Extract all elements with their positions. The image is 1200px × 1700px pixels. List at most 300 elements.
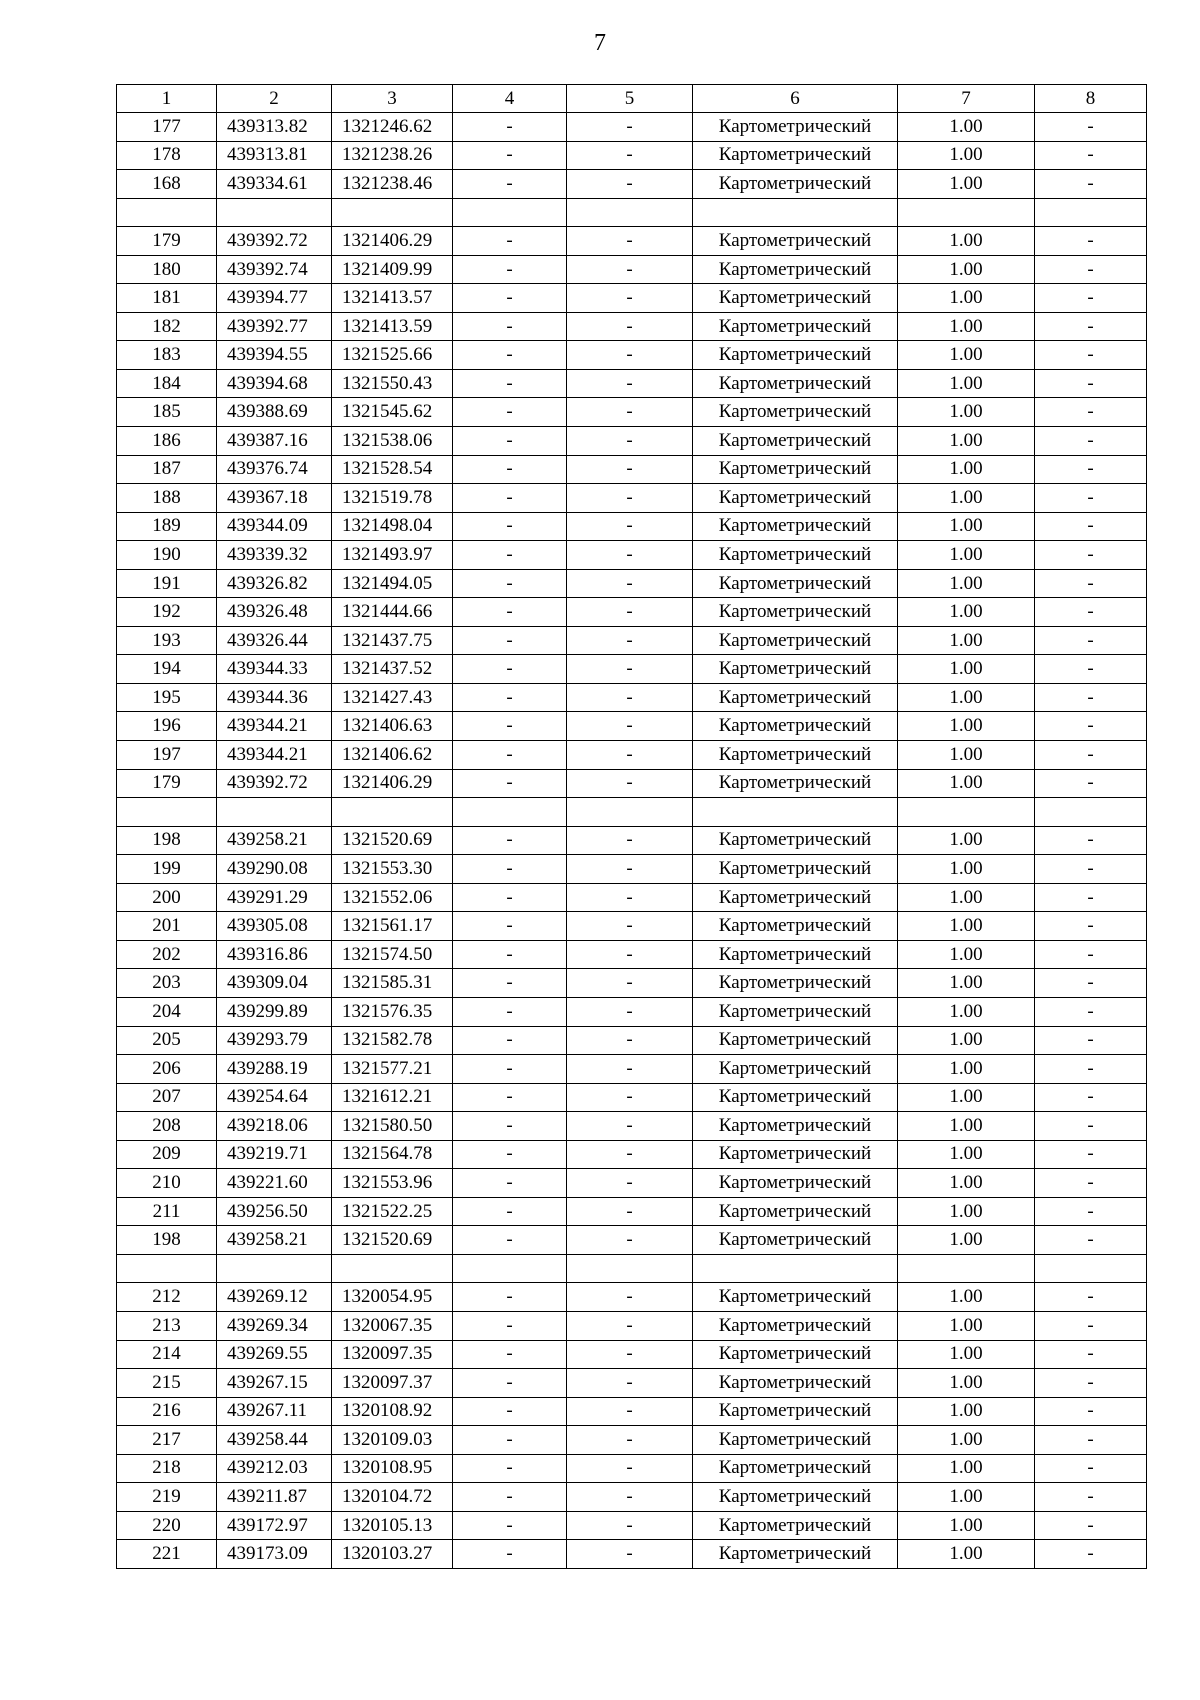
accuracy-cell: 1.00 — [898, 1369, 1035, 1398]
col-4-cell: - — [453, 741, 567, 770]
accuracy-cell: 1.00 — [898, 883, 1035, 912]
table-row — [117, 1369, 1147, 1398]
table-row — [117, 1454, 1147, 1483]
col-4-cell: - — [453, 997, 567, 1026]
table-row — [117, 1340, 1147, 1369]
accuracy-cell: 1.00 — [898, 113, 1035, 142]
method-cell: Картометрический — [693, 598, 898, 627]
method-cell: Картометрический — [693, 1511, 898, 1540]
col-5-cell: - — [567, 1197, 693, 1226]
method-cell: Картометрический — [693, 541, 898, 570]
accuracy-cell: 1.00 — [898, 769, 1035, 798]
x-coordinate-cell: 439299.89 — [217, 997, 332, 1026]
point-number-cell: 215 — [117, 1369, 217, 1398]
method-cell: Картометрический — [693, 113, 898, 142]
accuracy-cell: 1.00 — [898, 170, 1035, 199]
table-row — [117, 255, 1147, 284]
accuracy-cell: 1.00 — [898, 969, 1035, 998]
y-coordinate-cell: 1320103.27 — [332, 1540, 453, 1569]
y-coordinate-cell: 1321238.46 — [332, 170, 453, 199]
table-row — [117, 1254, 1147, 1283]
table-row — [117, 1112, 1147, 1141]
method-cell: Картометрический — [693, 741, 898, 770]
table-row — [117, 1540, 1147, 1569]
col-5-cell: - — [567, 655, 693, 684]
table-row — [117, 141, 1147, 170]
table-row — [117, 826, 1147, 855]
point-number-cell: 193 — [117, 626, 217, 655]
point-number-cell: 218 — [117, 1454, 217, 1483]
method-cell: Картометрический — [693, 569, 898, 598]
header-col-4: 4 — [453, 85, 567, 113]
col-4-cell: - — [453, 170, 567, 199]
col-5-cell: - — [567, 1140, 693, 1169]
col-4-cell: - — [453, 626, 567, 655]
table-row — [117, 912, 1147, 941]
header-col-8: 8 — [1035, 85, 1147, 113]
accuracy-cell: 1.00 — [898, 855, 1035, 884]
accuracy-cell: 1.00 — [898, 1483, 1035, 1512]
col-8-cell: - — [1035, 1511, 1147, 1540]
table-row — [117, 541, 1147, 570]
accuracy-cell: 1.00 — [898, 1083, 1035, 1112]
method-cell: Картометрический — [693, 1283, 898, 1312]
col-5-cell: - — [567, 940, 693, 969]
col-8-cell: - — [1035, 912, 1147, 941]
y-coordinate-cell: 1321520.69 — [332, 1226, 453, 1255]
table-row — [117, 626, 1147, 655]
x-coordinate-cell — [217, 1254, 332, 1283]
accuracy-cell: 1.00 — [898, 655, 1035, 684]
col-5-cell: - — [567, 113, 693, 142]
accuracy-cell: 1.00 — [898, 541, 1035, 570]
col-8-cell: - — [1035, 1226, 1147, 1255]
point-number-cell: 191 — [117, 569, 217, 598]
x-coordinate-cell: 439218.06 — [217, 1112, 332, 1141]
y-coordinate-cell: 1321545.62 — [332, 398, 453, 427]
accuracy-cell: 1.00 — [898, 312, 1035, 341]
col-5-cell: - — [567, 569, 693, 598]
method-cell: Картометрический — [693, 940, 898, 969]
x-coordinate-cell: 439258.44 — [217, 1426, 332, 1455]
x-coordinate-cell: 439291.29 — [217, 883, 332, 912]
x-coordinate-cell: 439172.97 — [217, 1511, 332, 1540]
col-5-cell: - — [567, 170, 693, 199]
col-5-cell: - — [567, 284, 693, 313]
accuracy-cell: 1.00 — [898, 1026, 1035, 1055]
x-coordinate-cell: 439316.86 — [217, 940, 332, 969]
x-coordinate-cell: 439212.03 — [217, 1454, 332, 1483]
col-4-cell: - — [453, 541, 567, 570]
col-5-cell: - — [567, 1426, 693, 1455]
method-cell: Картометрический — [693, 1340, 898, 1369]
col-8-cell: - — [1035, 1426, 1147, 1455]
table-row — [117, 1483, 1147, 1512]
y-coordinate-cell: 1321582.78 — [332, 1026, 453, 1055]
table-row — [117, 997, 1147, 1026]
x-coordinate-cell: 439394.55 — [217, 341, 332, 370]
col-4-cell — [453, 198, 567, 227]
y-coordinate-cell: 1321553.30 — [332, 855, 453, 884]
col-5-cell: - — [567, 1055, 693, 1084]
col-5-cell: - — [567, 883, 693, 912]
accuracy-cell: 1.00 — [898, 741, 1035, 770]
col-4-cell: - — [453, 855, 567, 884]
accuracy-cell: 1.00 — [898, 1140, 1035, 1169]
y-coordinate-cell: 1321437.52 — [332, 655, 453, 684]
x-coordinate-cell: 439339.32 — [217, 541, 332, 570]
col-8-cell: - — [1035, 512, 1147, 541]
x-coordinate-cell: 439334.61 — [217, 170, 332, 199]
col-4-cell: - — [453, 312, 567, 341]
table-row — [117, 683, 1147, 712]
col-4-cell: - — [453, 1112, 567, 1141]
col-4-cell: - — [453, 1483, 567, 1512]
y-coordinate-cell: 1321498.04 — [332, 512, 453, 541]
col-8-cell: - — [1035, 826, 1147, 855]
col-4-cell: - — [453, 1083, 567, 1112]
point-number-cell — [117, 1254, 217, 1283]
col-5-cell: - — [567, 997, 693, 1026]
col-5-cell: - — [567, 912, 693, 941]
x-coordinate-cell: 439344.33 — [217, 655, 332, 684]
col-4-cell: - — [453, 455, 567, 484]
point-number-cell: 204 — [117, 997, 217, 1026]
col-4-cell: - — [453, 369, 567, 398]
accuracy-cell: 1.00 — [898, 427, 1035, 456]
x-coordinate-cell: 439173.09 — [217, 1540, 332, 1569]
col-5-cell: - — [567, 769, 693, 798]
x-coordinate-cell: 439219.71 — [217, 1140, 332, 1169]
table-row — [117, 284, 1147, 313]
col-4-cell: - — [453, 398, 567, 427]
point-number-cell: 187 — [117, 455, 217, 484]
point-number-cell — [117, 198, 217, 227]
col-4-cell — [453, 1254, 567, 1283]
method-cell: Картометрический — [693, 1083, 898, 1112]
col-8-cell: - — [1035, 312, 1147, 341]
col-4-cell: - — [453, 341, 567, 370]
header-col-7: 7 — [898, 85, 1035, 113]
method-cell: Картометрический — [693, 341, 898, 370]
x-coordinate-cell: 439288.19 — [217, 1055, 332, 1084]
header-col-2: 2 — [217, 85, 332, 113]
col-4-cell: - — [453, 141, 567, 170]
col-4-cell: - — [453, 569, 567, 598]
col-5-cell: - — [567, 1483, 693, 1512]
x-coordinate-cell: 439293.79 — [217, 1026, 332, 1055]
method-cell: Картометрический — [693, 484, 898, 513]
col-8-cell: - — [1035, 1483, 1147, 1512]
method-cell: Картометрический — [693, 997, 898, 1026]
point-number-cell: 168 — [117, 170, 217, 199]
col-5-cell — [567, 198, 693, 227]
accuracy-cell: 1.00 — [898, 1169, 1035, 1198]
col-8-cell: - — [1035, 1083, 1147, 1112]
point-number-cell: 216 — [117, 1397, 217, 1426]
table-row — [117, 484, 1147, 513]
x-coordinate-cell: 439392.72 — [217, 227, 332, 256]
col-4-cell: - — [453, 1283, 567, 1312]
col-5-cell: - — [567, 683, 693, 712]
method-cell: Картометрический — [693, 1197, 898, 1226]
y-coordinate-cell: 1321538.06 — [332, 427, 453, 456]
point-number-cell: 190 — [117, 541, 217, 570]
col-5-cell: - — [567, 512, 693, 541]
table-row — [117, 369, 1147, 398]
table-row — [117, 1169, 1147, 1198]
y-coordinate-cell: 1321413.57 — [332, 284, 453, 313]
point-number-cell: 188 — [117, 484, 217, 513]
col-8-cell: - — [1035, 227, 1147, 256]
col-5-cell: - — [567, 969, 693, 998]
y-coordinate-cell: 1321493.97 — [332, 541, 453, 570]
point-number-cell: 212 — [117, 1283, 217, 1312]
col-5-cell: - — [567, 855, 693, 884]
x-coordinate-cell: 439344.21 — [217, 712, 332, 741]
col-4-cell: - — [453, 484, 567, 513]
table-row — [117, 798, 1147, 827]
accuracy-cell: 1.00 — [898, 341, 1035, 370]
col-8-cell — [1035, 1254, 1147, 1283]
point-number-cell: 179 — [117, 227, 217, 256]
method-cell: Картометрический — [693, 712, 898, 741]
col-8-cell: - — [1035, 1197, 1147, 1226]
col-5-cell: - — [567, 455, 693, 484]
y-coordinate-cell: 1321564.78 — [332, 1140, 453, 1169]
col-8-cell: - — [1035, 1311, 1147, 1340]
point-number-cell: 198 — [117, 826, 217, 855]
col-5-cell: - — [567, 1369, 693, 1398]
x-coordinate-cell: 439221.60 — [217, 1169, 332, 1198]
col-5-cell: - — [567, 1454, 693, 1483]
table-row — [117, 512, 1147, 541]
col-4-cell — [453, 798, 567, 827]
accuracy-cell: 1.00 — [898, 712, 1035, 741]
point-number-cell: 200 — [117, 883, 217, 912]
method-cell: Картометрический — [693, 312, 898, 341]
col-5-cell: - — [567, 1511, 693, 1540]
col-5-cell: - — [567, 369, 693, 398]
table-row — [117, 712, 1147, 741]
col-4-cell: - — [453, 1426, 567, 1455]
col-8-cell: - — [1035, 997, 1147, 1026]
table-row — [117, 598, 1147, 627]
point-number-cell: 208 — [117, 1112, 217, 1141]
x-coordinate-cell: 439269.34 — [217, 1311, 332, 1340]
col-8-cell: - — [1035, 712, 1147, 741]
col-5-cell: - — [567, 541, 693, 570]
col-4-cell: - — [453, 912, 567, 941]
point-number-cell: 201 — [117, 912, 217, 941]
point-number-cell: 209 — [117, 1140, 217, 1169]
y-coordinate-cell: 1320097.37 — [332, 1369, 453, 1398]
point-number-cell: 214 — [117, 1340, 217, 1369]
page-number: 7 — [594, 30, 606, 56]
y-coordinate-cell: 1321580.50 — [332, 1112, 453, 1141]
x-coordinate-cell: 439326.48 — [217, 598, 332, 627]
x-coordinate-cell: 439256.50 — [217, 1197, 332, 1226]
x-coordinate-cell: 439258.21 — [217, 826, 332, 855]
method-cell — [693, 798, 898, 827]
method-cell: Картометрический — [693, 398, 898, 427]
point-number-cell: 199 — [117, 855, 217, 884]
y-coordinate-cell: 1321577.21 — [332, 1055, 453, 1084]
y-coordinate-cell: 1321520.69 — [332, 826, 453, 855]
col-4-cell: - — [453, 1140, 567, 1169]
y-coordinate-cell — [332, 798, 453, 827]
col-8-cell: - — [1035, 1169, 1147, 1198]
y-coordinate-cell: 1321409.99 — [332, 255, 453, 284]
accuracy-cell: 1.00 — [898, 398, 1035, 427]
table-row — [117, 741, 1147, 770]
method-cell: Картометрический — [693, 369, 898, 398]
col-5-cell: - — [567, 141, 693, 170]
col-8-cell: - — [1035, 1340, 1147, 1369]
col-5-cell: - — [567, 598, 693, 627]
col-4-cell: - — [453, 1026, 567, 1055]
point-number-cell: 213 — [117, 1311, 217, 1340]
col-8-cell: - — [1035, 170, 1147, 199]
point-number-cell: 198 — [117, 1226, 217, 1255]
method-cell: Картометрический — [693, 883, 898, 912]
col-4-cell: - — [453, 227, 567, 256]
table-row — [117, 198, 1147, 227]
col-5-cell: - — [567, 826, 693, 855]
y-coordinate-cell: 1321494.05 — [332, 569, 453, 598]
accuracy-cell: 1.00 — [898, 369, 1035, 398]
col-8-cell: - — [1035, 683, 1147, 712]
table-row — [117, 1197, 1147, 1226]
table-row — [117, 455, 1147, 484]
col-8-cell: - — [1035, 1026, 1147, 1055]
col-8-cell: - — [1035, 855, 1147, 884]
col-8-cell: - — [1035, 769, 1147, 798]
point-number-cell: 221 — [117, 1540, 217, 1569]
col-4-cell: - — [453, 1397, 567, 1426]
table-row — [117, 1055, 1147, 1084]
method-cell: Картометрический — [693, 284, 898, 313]
y-coordinate-cell: 1320054.95 — [332, 1283, 453, 1312]
col-4-cell: - — [453, 512, 567, 541]
table-row — [117, 170, 1147, 199]
x-coordinate-cell: 439344.36 — [217, 683, 332, 712]
y-coordinate-cell: 1321246.62 — [332, 113, 453, 142]
table-header — [117, 85, 1147, 113]
y-coordinate-cell — [332, 1254, 453, 1283]
col-5-cell: - — [567, 341, 693, 370]
col-5-cell: - — [567, 1540, 693, 1569]
point-number-cell: 186 — [117, 427, 217, 456]
method-cell: Картометрический — [693, 1540, 898, 1569]
col-5-cell: - — [567, 312, 693, 341]
point-number-cell — [117, 798, 217, 827]
method-cell — [693, 198, 898, 227]
col-8-cell: - — [1035, 255, 1147, 284]
point-number-cell: 177 — [117, 113, 217, 142]
accuracy-cell: 1.00 — [898, 1226, 1035, 1255]
method-cell: Картометрический — [693, 141, 898, 170]
table-row — [117, 312, 1147, 341]
method-cell: Картометрический — [693, 1140, 898, 1169]
method-cell: Картометрический — [693, 1397, 898, 1426]
col-5-cell: - — [567, 1112, 693, 1141]
method-cell: Картометрический — [693, 969, 898, 998]
accuracy-cell: 1.00 — [898, 1397, 1035, 1426]
col-8-cell — [1035, 198, 1147, 227]
x-coordinate-cell: 439394.77 — [217, 284, 332, 313]
y-coordinate-cell: 1321552.06 — [332, 883, 453, 912]
col-8-cell: - — [1035, 569, 1147, 598]
col-5-cell — [567, 798, 693, 827]
x-coordinate-cell: 439269.55 — [217, 1340, 332, 1369]
x-coordinate-cell: 439392.74 — [217, 255, 332, 284]
col-4-cell: - — [453, 883, 567, 912]
y-coordinate-cell: 1320104.72 — [332, 1483, 453, 1512]
col-8-cell: - — [1035, 427, 1147, 456]
col-8-cell: - — [1035, 1283, 1147, 1312]
method-cell: Картометрический — [693, 1426, 898, 1455]
accuracy-cell: 1.00 — [898, 484, 1035, 513]
col-4-cell: - — [453, 113, 567, 142]
point-number-cell: 181 — [117, 284, 217, 313]
x-coordinate-cell: 439394.68 — [217, 369, 332, 398]
accuracy-cell: 1.00 — [898, 1340, 1035, 1369]
y-coordinate-cell: 1321585.31 — [332, 969, 453, 998]
point-number-cell: 182 — [117, 312, 217, 341]
col-4-cell: - — [453, 1055, 567, 1084]
table-row — [117, 1083, 1147, 1112]
col-4-cell: - — [453, 255, 567, 284]
accuracy-cell: 1.00 — [898, 1311, 1035, 1340]
col-5-cell: - — [567, 626, 693, 655]
col-5-cell: - — [567, 712, 693, 741]
x-coordinate-cell: 439267.15 — [217, 1369, 332, 1398]
accuracy-cell: 1.00 — [898, 940, 1035, 969]
point-number-cell: 210 — [117, 1169, 217, 1198]
col-5-cell: - — [567, 741, 693, 770]
col-8-cell: - — [1035, 1112, 1147, 1141]
col-4-cell: - — [453, 1340, 567, 1369]
x-coordinate-cell: 439367.18 — [217, 484, 332, 513]
x-coordinate-cell: 439254.64 — [217, 1083, 332, 1112]
col-8-cell: - — [1035, 1540, 1147, 1569]
col-8-cell: - — [1035, 1055, 1147, 1084]
point-number-cell: 192 — [117, 598, 217, 627]
y-coordinate-cell: 1321519.78 — [332, 484, 453, 513]
accuracy-cell — [898, 798, 1035, 827]
x-coordinate-cell: 439309.04 — [217, 969, 332, 998]
col-8-cell: - — [1035, 1369, 1147, 1398]
col-8-cell: - — [1035, 484, 1147, 513]
point-number-cell: 217 — [117, 1426, 217, 1455]
point-number-cell: 202 — [117, 940, 217, 969]
method-cell: Картометрический — [693, 255, 898, 284]
x-coordinate-cell: 439376.74 — [217, 455, 332, 484]
y-coordinate-cell: 1321525.66 — [332, 341, 453, 370]
col-8-cell: - — [1035, 113, 1147, 142]
y-coordinate-cell: 1321553.96 — [332, 1169, 453, 1198]
table-row — [117, 1026, 1147, 1055]
accuracy-cell: 1.00 — [898, 1511, 1035, 1540]
accuracy-cell: 1.00 — [898, 1540, 1035, 1569]
accuracy-cell: 1.00 — [898, 512, 1035, 541]
point-number-cell: 179 — [117, 769, 217, 798]
col-5-cell: - — [567, 1026, 693, 1055]
y-coordinate-cell: 1321238.26 — [332, 141, 453, 170]
col-4-cell: - — [453, 1454, 567, 1483]
col-4-cell: - — [453, 969, 567, 998]
